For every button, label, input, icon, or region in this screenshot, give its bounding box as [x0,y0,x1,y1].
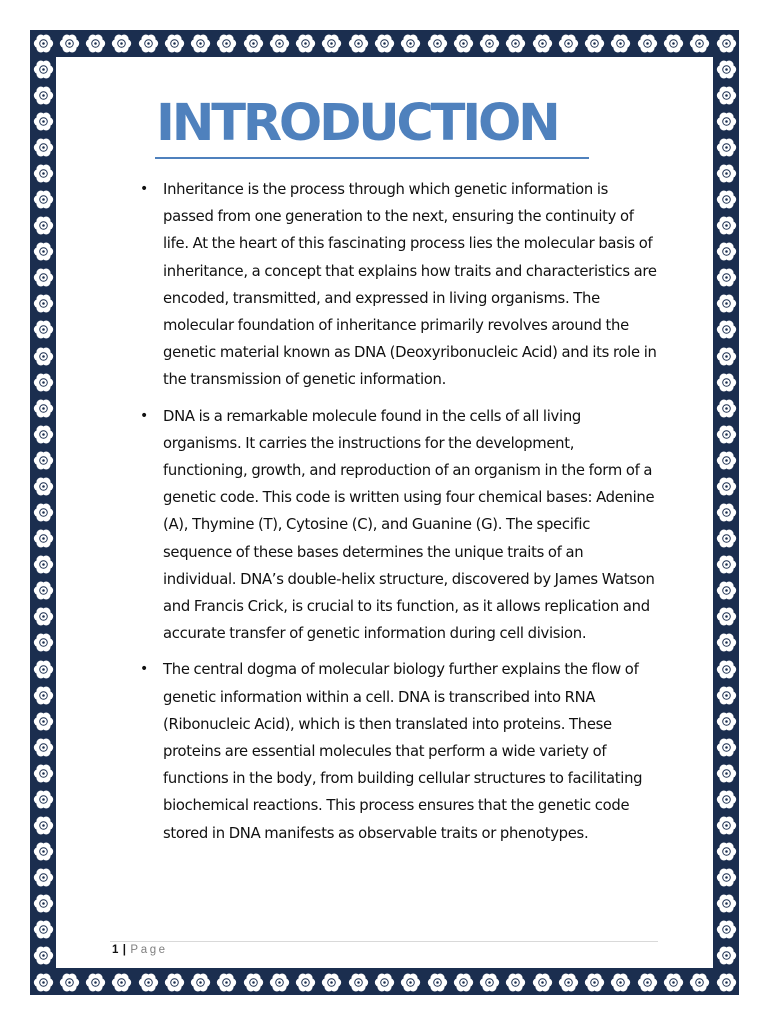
flower-icon [33,919,54,940]
flower-icon [716,632,737,653]
flower-icon [138,33,159,54]
flower-icon [33,659,54,680]
flower-icon [716,267,737,288]
bullet-text: Inheritance is the process through which genetic information is passed from one generation to the next, ensuring the continuity of life. At the heart of this fascinating process lies the molecular basis of inheritance, a concept that explains how traits and characteristics are encoded, transmitted, and expressed in living organisms. The molecular foundation of inheritance primarily revolves around the genetic material known as DNA (Deoxyribonucleic Acid) and its role in the transmission of genetic information. [163,181,657,389]
flower-icon [33,33,54,54]
flower-icon [269,972,290,993]
flower-icon [716,189,737,210]
flower-icon [610,33,631,54]
flower-icon [716,346,737,367]
flower-icon [716,502,737,523]
flower-icon [584,972,605,993]
flower-icon [33,111,54,132]
flower-icon [532,33,553,54]
flower-icon [33,215,54,236]
flower-icon [138,972,159,993]
flower-icon [453,972,474,993]
footer-divider [110,941,658,942]
flower-icon [716,241,737,262]
flower-icon [716,137,737,158]
page-title: INTRODUCTION [156,94,558,153]
flower-icon [479,972,500,993]
flower-icon [33,763,54,784]
flower-icon [716,319,737,340]
list-item [137,176,657,394]
page-label: Page [130,944,168,956]
title-underline [155,157,589,159]
flower-icon [374,972,395,993]
flower-icon [33,528,54,549]
footer-separator: | [122,944,127,956]
flower-icon [164,33,185,54]
flower-icon [716,972,737,993]
page-footer [112,944,168,956]
flower-icon [33,372,54,393]
flower-icon [716,580,737,601]
flower-icon [505,972,526,993]
flower-icon [164,972,185,993]
flower-icon [321,972,342,993]
flower-icon [33,972,54,993]
flower-icon [33,554,54,575]
flower-icon [716,293,737,314]
bullet-icon: • [140,181,148,197]
flower-icon [59,972,80,993]
flower-icon [295,972,316,993]
flower-icon [716,163,737,184]
flower-icon [33,606,54,627]
flower-icon [33,293,54,314]
flower-icon [33,450,54,471]
flower-icon [33,789,54,810]
flower-icon [33,580,54,601]
bullet-list [137,176,657,856]
flower-icon [85,33,106,54]
bullet-icon: • [140,661,148,678]
flower-icon [33,893,54,914]
flower-icon [716,450,737,471]
flower-icon [33,502,54,523]
flower-icon [33,163,54,184]
flower-icon [716,528,737,549]
flower-icon [33,137,54,158]
flower-icon [716,919,737,940]
flower-icon [33,632,54,653]
flower-icon [479,33,500,54]
flower-icon [269,33,290,54]
flower-icon [716,33,737,54]
flower-icon [716,111,737,132]
flower-icon [33,189,54,210]
flower-icon [33,841,54,862]
page-number: 1 [112,944,119,956]
flower-icon [558,33,579,54]
flower-icon [59,33,80,54]
flower-icon [716,841,737,862]
flower-icon [348,972,369,993]
flower-icon [400,972,421,993]
flower-icon [295,33,316,54]
flower-icon [33,737,54,758]
flower-icon [374,33,395,54]
flower-icon [321,33,342,54]
bullet-icon: • [140,407,148,424]
flower-icon [400,33,421,54]
flower-icon [716,737,737,758]
flower-icon [33,945,54,966]
flower-icon [33,424,54,445]
flower-icon [216,972,237,993]
flower-icon [33,398,54,419]
flower-icon [33,241,54,262]
flower-icon [111,972,132,993]
bullet-text: DNA is a remarkable molecule found in the cells of all living organisms. It carries the instructions for the development, functioning, growth, and reproduction of an organism in the form of a genetic code. This code is written using four chemical bases: Adenine (A), Thymine (T), Cytosine (C), and Guanine (G). The specific sequence of these bases determines the unique traits of an individual. DNA’s double-helix structure, discovered by James Watson and Francis Crick, is crucial to its function, as it allows replication and accurate transfer of genetic information during cell division. [163,407,655,643]
flower-icon [427,972,448,993]
flower-icon [243,972,264,993]
flower-icon [689,33,710,54]
flower-icon [33,346,54,367]
flower-icon [716,59,737,80]
flower-icon [216,33,237,54]
flower-icon [716,763,737,784]
flower-icon [689,972,710,993]
flower-icon [111,33,132,54]
flower-icon [663,972,684,993]
flower-icon [716,85,737,106]
flower-icon [33,815,54,836]
flower-icon [716,659,737,680]
flower-icon [716,398,737,419]
flower-icon [85,972,106,993]
list-item [137,656,657,846]
flower-icon [505,33,526,54]
flower-icon [584,33,605,54]
flower-icon [33,476,54,497]
flower-icon [33,685,54,706]
flower-icon [716,372,737,393]
flower-icon [716,554,737,575]
flower-icon [716,867,737,888]
flower-icon [190,33,211,54]
flower-icon [33,267,54,288]
flower-icon [716,945,737,966]
flower-icon [716,711,737,732]
flower-icon [348,33,369,54]
flower-icon [637,972,658,993]
flower-icon [716,893,737,914]
flower-icon [33,867,54,888]
flower-icon [610,972,631,993]
flower-icon [33,85,54,106]
flower-icon [453,33,474,54]
list-item [137,403,657,648]
flower-icon [33,59,54,80]
flower-icon [427,33,448,54]
flower-icon [716,685,737,706]
flower-icon [33,711,54,732]
flower-icon [716,815,737,836]
flower-icon [558,972,579,993]
flower-icon [190,972,211,993]
flower-icon [663,33,684,54]
bullet-text: The central dogma of molecular biology further explains the flow of genetic information within a cell. DNA is transcribed into RNA (Ribonucleic Acid), which is then translated into proteins. These proteins are essential molecules that perform a wide variety of functions in the body, from building cellular structures to facilitating biochemical reactions. This process ensures that the genetic code stored in DNA manifests as observable traits or phenotypes. [163,661,643,842]
flower-icon [716,476,737,497]
flower-icon [716,215,737,236]
flower-icon [716,606,737,627]
flower-icon [637,33,658,54]
page-content [56,57,713,968]
flower-icon [243,33,264,54]
flower-icon [33,319,54,340]
flower-icon [532,972,553,993]
flower-icon [716,424,737,445]
flower-icon [716,789,737,810]
